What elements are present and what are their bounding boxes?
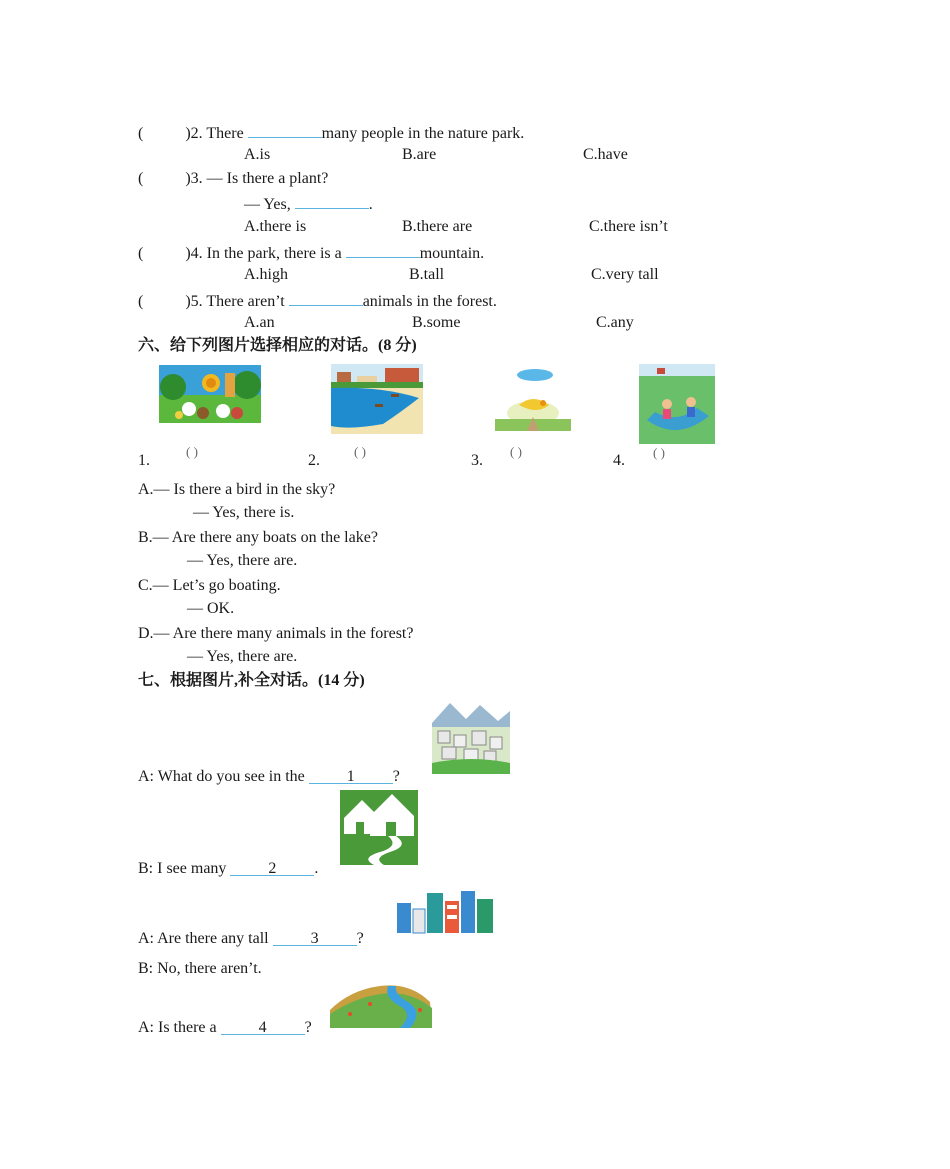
answer-blank[interactable] [346,241,420,258]
answer-blank-1[interactable]: 1 [309,767,393,784]
answer-blank[interactable] [248,121,322,138]
question-3: ( )3. — Is there a plant? [138,170,329,187]
question-2: ( )2. There many people in the nature park. [138,121,524,144]
answer-blank-2[interactable]: 2 [230,859,314,876]
option-d-answer: — Yes, there are. [187,648,298,665]
picture-number-1: 1. [138,452,150,469]
lake-boats-picture [331,364,423,434]
q5-option-c: C.any [596,314,634,331]
section-6-heading: 六、给下列图片选择相应的对话。(8 分) [138,337,417,354]
dialogue-line-2: B: I see many 2 . [138,860,319,877]
town-picture [432,697,510,774]
q3-answer-line: — Yes, . [244,192,373,215]
boating-picture [639,364,715,444]
houses-picture [340,790,418,865]
answer-blank-4[interactable]: 4 [221,1018,305,1035]
answer-bracket-3[interactable]: ( ) [510,444,522,459]
question-4: ( )4. In the park, there is a mountain. [138,241,484,264]
q2-option-a: A.is [244,146,271,163]
option-c-question: C.— Let’s go boating. [138,577,281,594]
picture-number-4: 4. [613,452,625,469]
bird-sky-picture [493,365,573,433]
q4-option-b: B.tall [409,266,445,283]
river-picture [330,980,432,1028]
q3-option-b: B.there are [402,218,473,235]
dialogue-line-1: A: What do you see in the 1 ? [138,768,400,785]
section-7-heading: 七、根据图片,补全对话。(14 分) [138,672,365,689]
q3-option-c: C.there isn’t [589,218,668,235]
answer-blank[interactable] [289,289,363,306]
q5-option-a: A.an [244,314,275,331]
option-d-question: D.— Are there many animals in the forest? [138,625,414,642]
answer-blank-3[interactable]: 3 [273,929,357,946]
q5-option-b: B.some [412,314,461,331]
dialogue-line-5: A: Is there a 4 ? [138,1019,312,1036]
option-a-answer: — Yes, there is. [193,504,295,521]
option-a-question: A.— Is there a bird in the sky? [138,481,336,498]
dialogue-line-3: A: Are there any tall 3 ? [138,930,364,947]
question-5: ( )5. There aren’t animals in the forest. [138,289,497,312]
dialogue-line-4: B: No, there aren’t. [138,960,262,977]
picture-number-2: 2. [308,452,320,469]
buildings-picture [393,887,498,935]
option-b-answer: — Yes, there are. [187,552,298,569]
answer-bracket-1[interactable]: ( ) [186,444,198,459]
option-b-question: B.— Are there any boats on the lake? [138,529,378,546]
picture-number-3: 3. [471,452,483,469]
answer-bracket-2[interactable]: ( ) [354,444,366,459]
q2-option-c: C.have [583,146,628,163]
q4-option-c: C.very tall [591,266,659,283]
answer-bracket-4[interactable]: ( ) [653,445,665,460]
q2-option-b: B.are [402,146,437,163]
option-c-answer: — OK. [187,600,235,617]
forest-animals-picture [159,365,261,423]
q3-option-a: A.there is [244,218,307,235]
q4-option-a: A.high [244,266,288,283]
answer-blank[interactable] [295,192,369,209]
